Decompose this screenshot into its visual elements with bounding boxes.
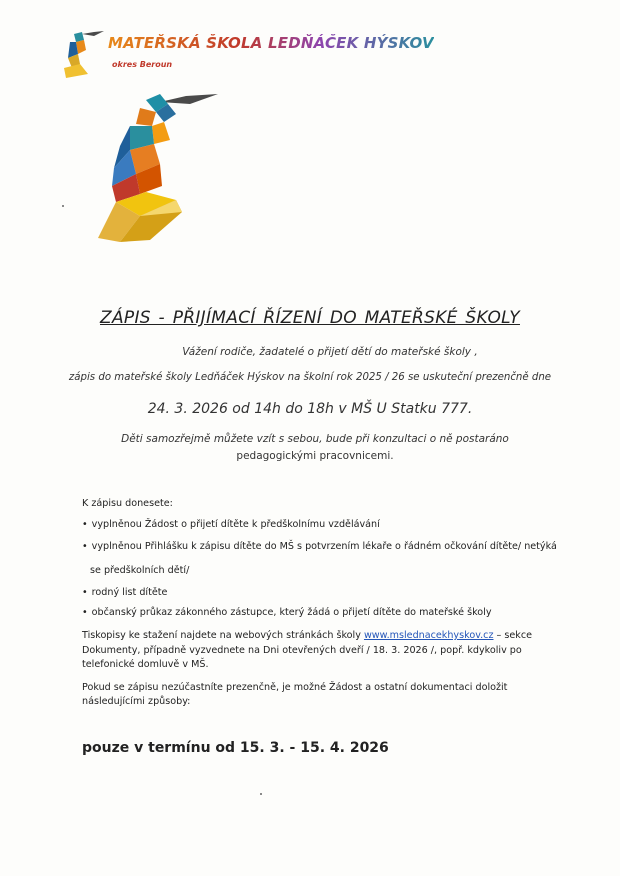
bring-heading: K zápisu donesete:	[82, 498, 173, 509]
children-note-continued: pedagogickými pracovnicemi.	[236, 450, 394, 462]
list-item-continued: se předškolních dětí/	[90, 565, 190, 576]
children-note: Děti samozřejmě můžete vzít s sebou, bude při konzultaci o ně postaráno	[121, 433, 509, 445]
forms-paragraph-line: telefonické domluvě v MŠ.	[82, 659, 209, 670]
school-district: okres Beroun	[112, 60, 173, 69]
absent-paragraph: Pokud se zápisu nezúčastníte prezenčně, je možné Žádost a ostatní dokumentaci doložit	[82, 682, 508, 693]
intro-greeting: Vážení rodiče, žadatelé o přijetí dětí do mateřské školy ,	[182, 346, 478, 358]
list-item: • rodný list dítěte	[82, 586, 167, 599]
intro-line: zápis do mateřské školy Ledňáček Hýskov na školní rok 2025 / 26 se uskuteční prezenčně dne	[68, 372, 552, 383]
school-name: MATEŘSKÁ ŠKOLA LEDŇÁČEK HÝSKOV	[108, 34, 434, 52]
absent-paragraph-line: následujícími způsoby:	[82, 696, 191, 707]
scan-speck	[260, 793, 262, 795]
school-website-link[interactable]: www.mslednacekhyskov.cz	[363, 630, 494, 641]
forms-paragraph-line: Dokumenty, případně vyzvednete na Dni otevřených dveří / 18. 3. 2026 /, popř. kdykoliv po	[82, 645, 522, 656]
list-item: • vyplněnou Přihlášku k zápisu dítěte do MŠ s potvrzením lékaře o řádném očkování dítěte/ netýká	[82, 540, 557, 553]
forms-text: Tiskopisy ke stažení najdete na webových stránkách školy	[82, 630, 364, 641]
page-title: ZÁPIS - PŘIJÍMACÍ ŘÍZENÍ DO MATEŘSKÉ ŠKOLY	[100, 308, 520, 328]
kingfisher-illustration-icon	[90, 90, 220, 242]
intro-datetime: 24. 3. 2026 od 14h do 18h v MŠ U Statku 777.	[147, 401, 473, 417]
deadline-text: pouze v termínu od 15. 3. - 15. 4. 2026	[82, 740, 389, 756]
forms-text-end: – sekce	[493, 630, 533, 641]
scan-speck	[62, 205, 64, 207]
forms-paragraph	[82, 629, 532, 642]
list-item: • vyplněnou Žádost o přijetí dítěte k předškolnímu vzdělávání	[82, 518, 380, 531]
list-item: • občanský průkaz zákonného zástupce, který žádá o přijetí dítěte do mateřské školy	[82, 606, 492, 619]
kingfisher-logo-icon	[60, 28, 104, 82]
